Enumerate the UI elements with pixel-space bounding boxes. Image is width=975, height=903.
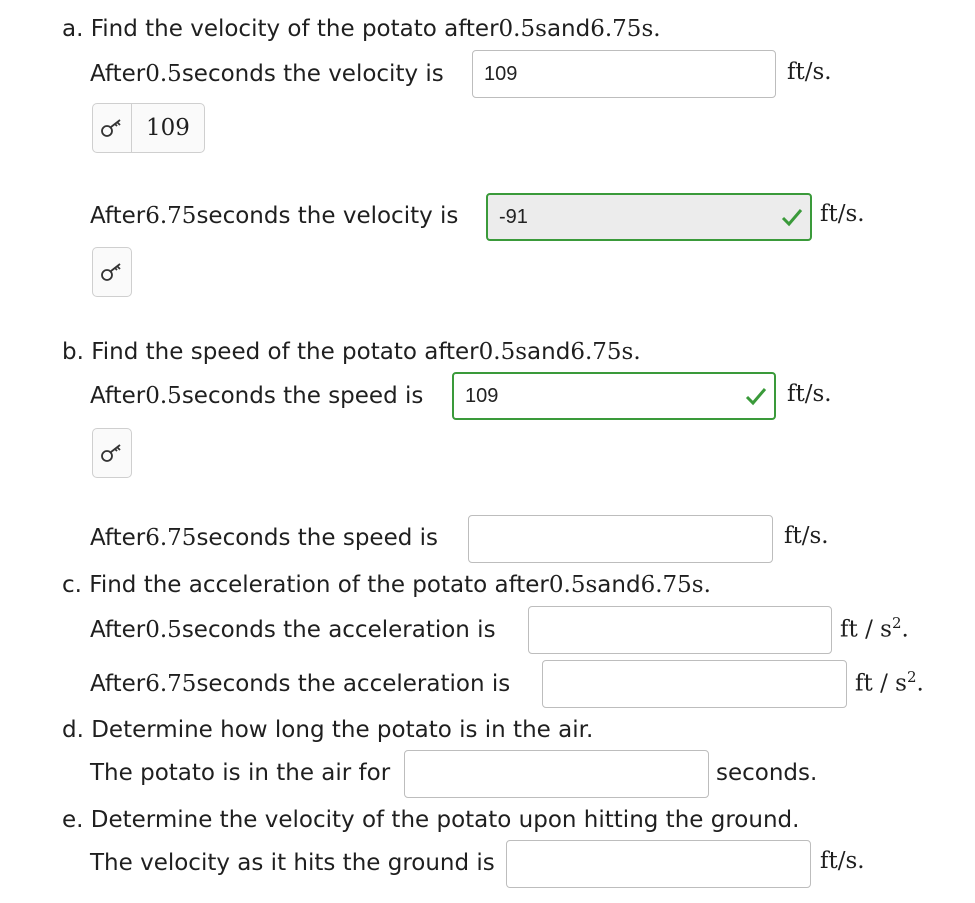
part-b-row1-label: After 0.5 seconds the speed is [90,383,424,409]
key-icon [93,248,131,296]
part-b-row2-label: After 6.75 seconds the speed is [90,525,438,551]
speed-6.75-unit: ft/s. [784,523,829,549]
air-time-input[interactable] [404,750,709,798]
acceleration-6.75-input[interactable] [542,660,847,708]
check-icon [780,205,804,229]
part-b-prompt: b. Find the speed of the potato after 0.5 s and 6.75 s. [62,339,641,365]
velocity-0.5-unit: ft/s. [787,59,832,85]
check-icon [744,384,768,408]
air-time-unit: seconds. [716,760,818,786]
part-a-prompt: a. Find the velocity of the potato after 0.5 s and 6.75 s. [62,16,661,42]
speed-6.75-input[interactable] [468,515,773,563]
key-icon [93,429,131,477]
part-d-prompt: d. Determine how long the potato is in the air. [62,717,594,743]
velocity-0.5-input[interactable]: 109 [472,50,776,98]
part-e-row-label: The velocity as it hits the ground is [90,850,495,876]
velocity-6.75-unit: ft/s. [820,201,865,227]
answer-key-button-1[interactable] [92,103,205,153]
part-e-prompt: e. Determine the velocity of the potato upon hitting the ground. [62,807,800,833]
revealed-answer: 109 [146,115,190,141]
part-c-prompt: c. Find the acceleration of the potato after 0.5 s and 6.75 s. [62,572,711,598]
speed-0.5-unit: ft/s. [787,381,832,407]
part-c-row2-label: After 6.75 seconds the acceleration is [90,671,511,697]
answer-key-button-3[interactable] [92,428,132,478]
speed-0.5-input[interactable]: 109 [452,372,776,420]
part-d-row-label: The potato is in the air for [90,760,391,786]
impact-velocity-unit: ft/s. [820,848,865,874]
part-c-row1-label: After 0.5 seconds the acceleration is [90,617,496,643]
impact-velocity-input[interactable] [506,840,811,888]
part-a-row1-label: After 0.5 seconds the velocity is [90,61,444,87]
acceleration-6.75-unit: ft / $s^2$. [855,668,924,697]
part-a-row2-label: After 6.75 seconds the velocity is [90,203,459,229]
velocity-6.75-input[interactable]: -91 [486,193,812,241]
acceleration-0.5-unit: ft / $s^2$. [840,614,909,643]
key-icon [93,104,131,152]
answer-key-button-2[interactable] [92,247,132,297]
acceleration-0.5-input[interactable] [528,606,832,654]
